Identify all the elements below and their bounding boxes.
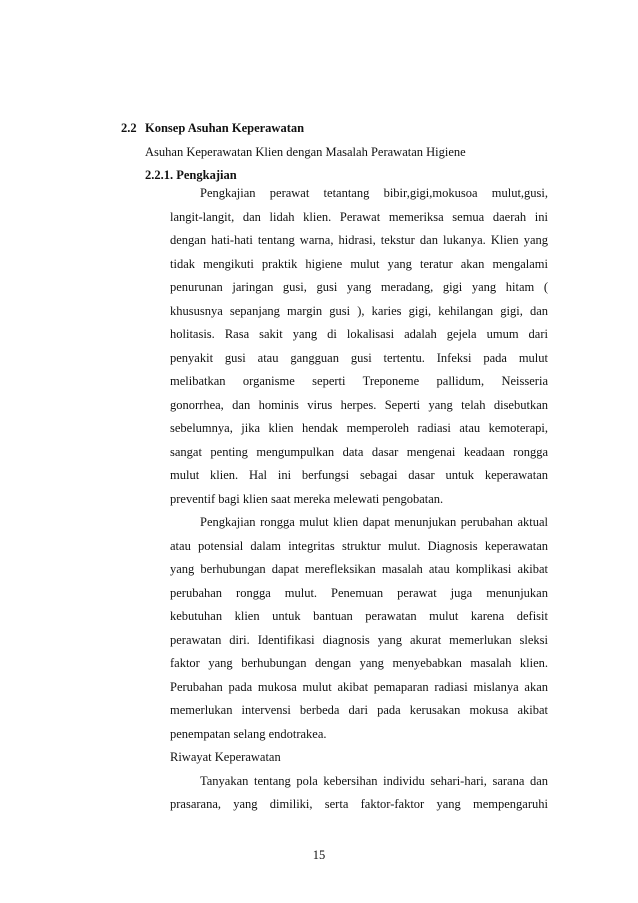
body-line: penurunan jaringan gusi, gusi yang meradang, gigi yang hitam (: [170, 280, 548, 294]
body-text: [170, 182, 548, 817]
section-number: 2.2: [121, 121, 137, 135]
body-line: perawatan diri. Identifikasi diagnosis yang akurat memerlukan sleksi: [170, 632, 548, 647]
body-line: penempatan selang endotrakea.: [170, 726, 327, 741]
section-heading: [121, 121, 304, 136]
body-line: gonorrhea, dan hominis virus herpes. Seperti yang telah disebutkan: [170, 397, 548, 412]
section-title: Konsep Asuhan Keperawatan: [145, 121, 305, 135]
page-number: 15: [312, 848, 326, 862]
body-line: Tanyakan tentang pola kebersihan individu sehari-hari, sarana dan: [200, 773, 548, 788]
body-line: yang berhubungan dapat merefleksikan masalah atau komplikasi akibat: [170, 562, 548, 576]
body-line: holitasis. Rasa sakit yang di lokalisasi adalah gejela umum dari: [170, 327, 548, 341]
body-line: langit-langit, dan lidah klien. Perawat memeriksa semua daerah ini: [170, 209, 548, 224]
body-line: khususnya sepanjang margin gusi ), karies gigi, kehilangan gigi, dan: [170, 303, 548, 318]
body-line: melibatkan organisme seperti Treponeme pallidum, Neisseria: [170, 374, 548, 388]
body-line: preventif bagi klien saat mereka melewati pengobatan.: [170, 491, 444, 506]
body-line: sebelumnya, jika klien hendak memperoleh radiasi atau kemoterapi,: [170, 421, 548, 435]
section-subtitle: Asuhan Keperawatan Klien dengan Masalah Perawatan Higiene: [145, 145, 466, 159]
body-line: Pengkajian perawat tetantang bibir,gigi,mokusoa mulut,gusi,: [200, 186, 548, 200]
body-line: penyakit gusi atau gangguan gusi tertentu. Infeksi pada mulut: [170, 350, 548, 365]
body-line: tidak mengikuti praktik higiene mulut yang teratur akan mengalami: [170, 256, 548, 271]
body-line: kebutuhan klien untuk bantuan perawatan mulut karena defisit: [170, 609, 548, 623]
body-line: prasarana, yang dimiliki, serta faktor-faktor yang mempengaruhi: [170, 797, 548, 811]
body-line: perubahan rongga mulut. Penemuan perawat juga menunjukan: [170, 585, 548, 600]
body-line: atau potensial dalam integritas struktur mulut. Diagnosis keperawatan: [170, 538, 548, 553]
body-line: sangat penting mengumpulkan data dasar mengenai keadaan rongga: [170, 444, 548, 459]
body-line: Pengkajian rongga mulut klien dapat menunjukan perubahan aktual: [200, 515, 548, 529]
body-line: memerlukan intervensi berbeda dari pada kerusakan mokusa akibat: [170, 703, 548, 717]
body-line: Perubahan pada mukosa mulut akibat pemaparan radiasi mislanya akan: [170, 679, 548, 694]
body-line: Riwayat Keperawatan: [170, 750, 281, 764]
body-line: dengan hati-hati tentang warna, hidrasi, tekstur dan lukanya. Klien yang: [170, 233, 548, 247]
subsection-heading: 2.2.1. Pengkajian: [145, 168, 237, 182]
body-line: faktor yang berhubungan dengan yang menyebabkan masalah klien.: [170, 656, 548, 670]
body-line: mulut klien. Hal ini berfungsi sebagai dasar untuk keperawatan: [170, 468, 548, 482]
